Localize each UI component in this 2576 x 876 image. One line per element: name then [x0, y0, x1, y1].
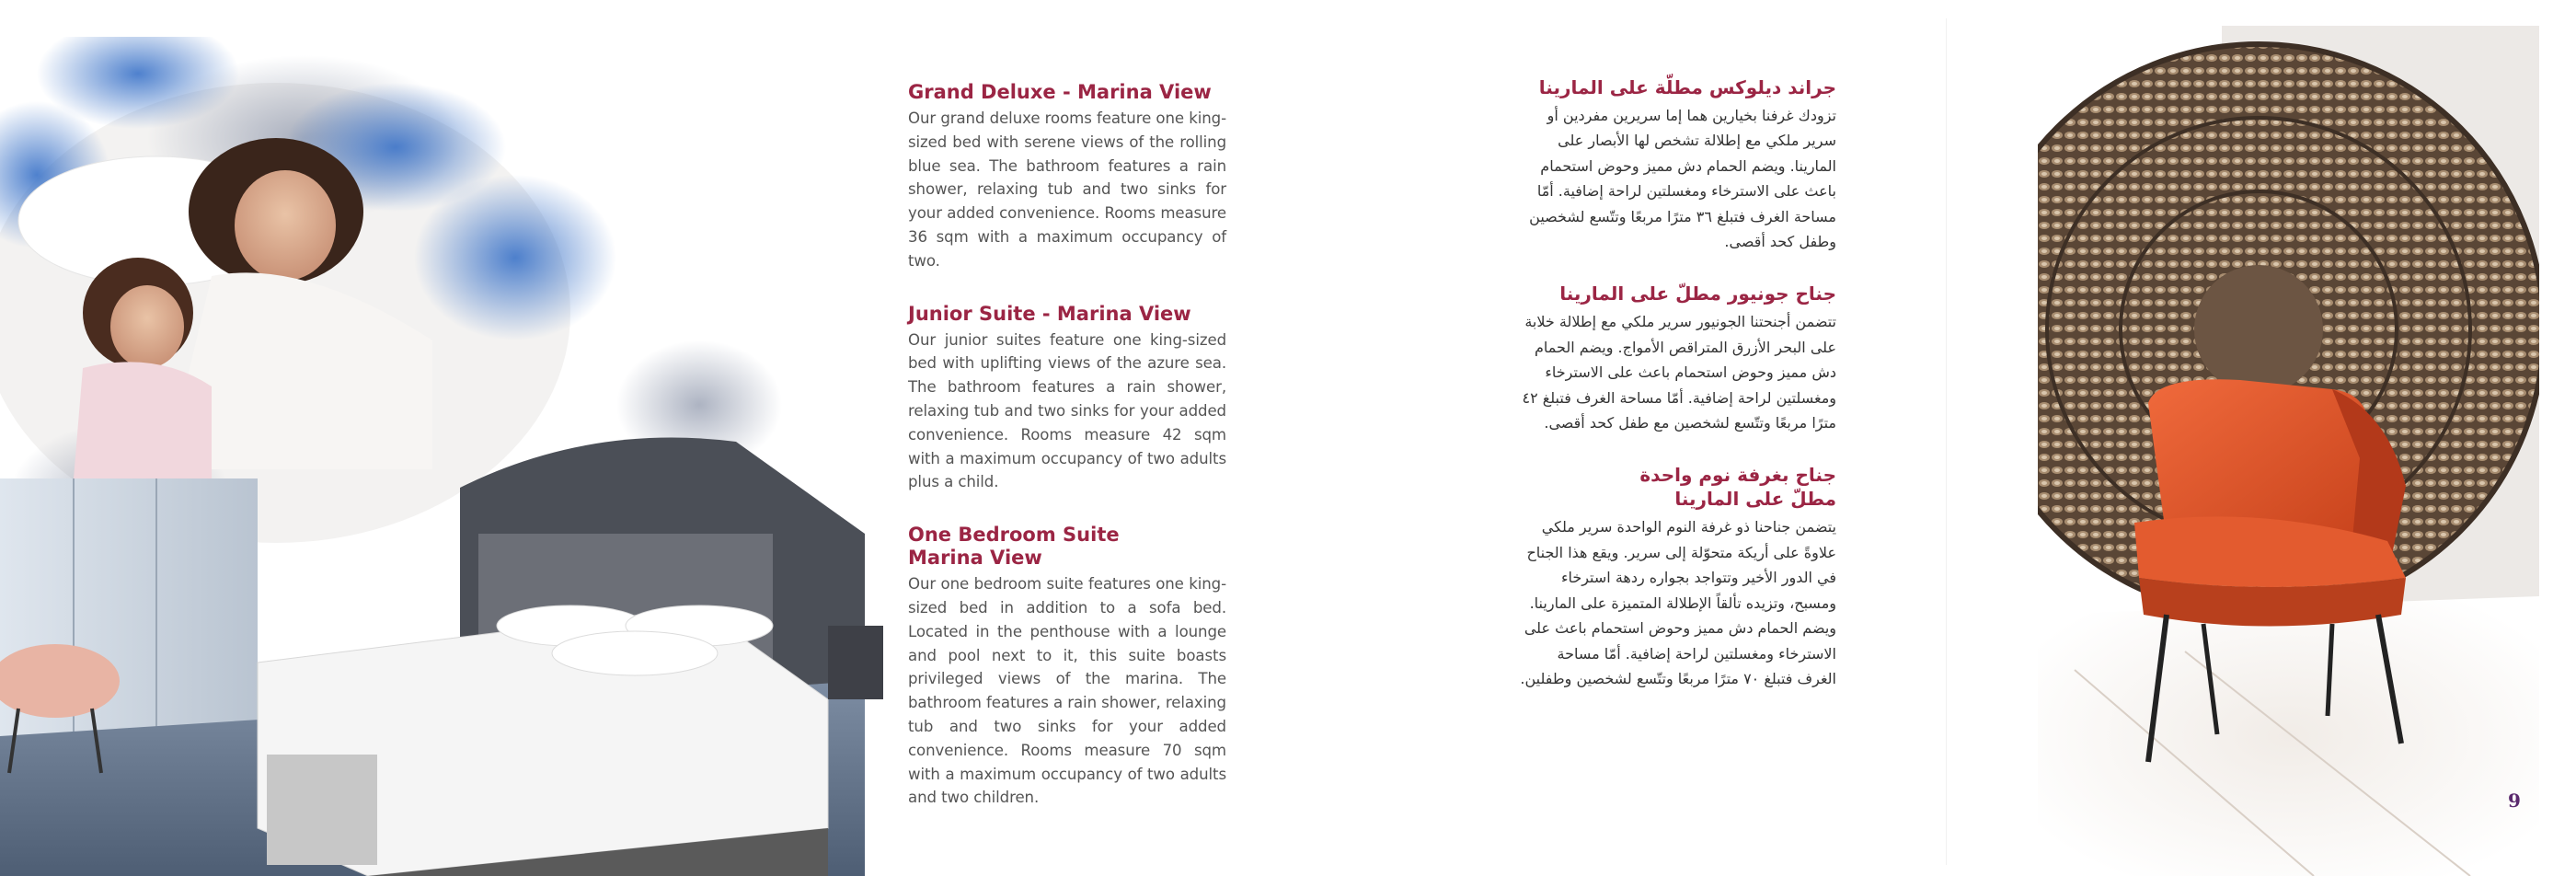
room-one-bedroom-suite-ar — [1516, 463, 1836, 691]
room-grand-deluxe-en — [908, 81, 1226, 273]
english-column — [908, 81, 1226, 839]
room-grand-deluxe-ar — [1516, 75, 1836, 254]
room-junior-suite-ar — [1516, 282, 1836, 435]
room-description: Our one bedroom suite features one king-sized bed in addition to a sofa bed. Located in the penthouse with a lounge and pool next to it, this suite boasts privileged views of the marina. The bathroom features a rain shower, relaxing tub and two sinks for your added convenience. Rooms measure 70 sqm with a maximum occupancy of two adults and two children. — [908, 575, 1226, 807]
room-description: Our grand deluxe rooms feature one king-sized bed with serene views of the rolling blue sea. The bathroom features a rain shower, relaxing tub and two sinks for your added convenience. Rooms measure 36 sqm with a maximum occupancy of two. — [908, 110, 1226, 270]
room-title: جناح بغرفة نوم واحدة مطلّ على المارينا — [1639, 464, 1836, 511]
arabic-column — [1516, 75, 1836, 719]
mother-daughter-bedroom-photo — [0, 37, 883, 876]
room-title: Junior Suite - Marina View — [908, 302, 1191, 325]
page-fold — [1946, 18, 1947, 865]
room-title: جناح جونيور مطلّ على المارينا — [1559, 282, 1836, 305]
room-title: Grand Deluxe - Marina View — [908, 81, 1212, 103]
room-title: One Bedroom Suite Marina View — [908, 524, 1120, 570]
room-description: Our junior suites feature one king-sized bed with uplifting views of the azure sea. The bathroom features a rain shower, relaxing tub and two sinks for your added convenience. Rooms measure 42 sqm with a maximum occupancy of two adults plus a child. — [908, 330, 1226, 491]
room-description: تتضمن أجنحتنا الجونيور سرير ملكي مع إطلالة خلابة على البحر الأزرق المتراقص الأمواج. ويضم الحمام دش مميز وحوض استحمام باعث على الاسترخاء ومغسلتين لراحة إضافية. أمّا مساحة الغرف فتبلغ ٤٢ مترًا مربعًا وتتّسع لشخصين مع طفل كحد أقصى. — [1522, 313, 1836, 432]
room-description: تزودك غرفنا بخيارين هما إما سريرين مفردين أو سرير ملكي مع إطلالة تشخص لها الأبصار على المارينا. ويضم الحمام دش مميز وحوض استحمام باعث على الاسترخاء ومغسلتين لراحة إضافية. أمّا مساحة الغرف فتبلغ ٣٦ مترًا مربعًا وتتّسع لشخصين وطفل كحد أقصى. — [1529, 107, 1836, 251]
room-junior-suite-en — [908, 303, 1226, 495]
room-description: يتضمن جناحنا ذو غرفة النوم الواحدة سرير ملكي علاوةً على أريكة متحوّلة إلى سرير. ويقع هذا الجناح في الدور الأخير وتتواجد بجواره ردهة استرخاء ومسبح، وتزيده تألقاً الإطلالة المتميزة على المارينا. ويضم الحمام دش مميز وحوض استحمام باعث على الاسترخاء ومغسلتين لراحة إضافية. أمّا مساحة الغرف فتبلغ ٧٠ مترًا مربعًا وتتّسع لشخصين وطفلين. — [1520, 518, 1836, 687]
page-number: 9 — [2508, 790, 2521, 812]
room-one-bedroom-suite-en — [908, 524, 1226, 810]
woven-art-armchair-photo — [2038, 26, 2539, 876]
room-title: جراند ديلوكس مطلّة على المارينا — [1538, 76, 1836, 98]
